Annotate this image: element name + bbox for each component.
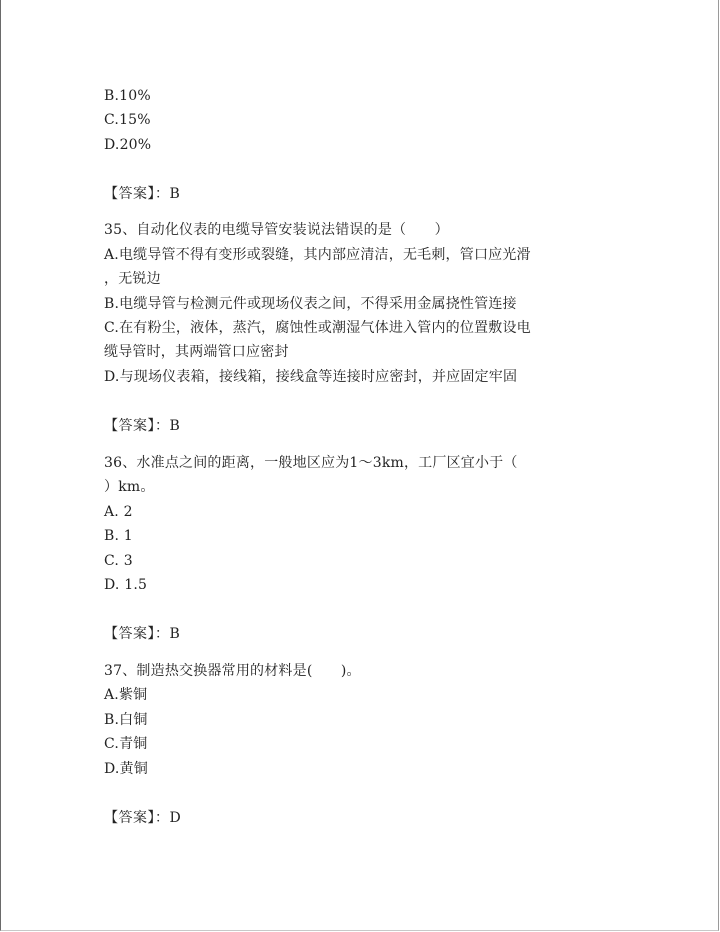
q37-answer xyxy=(104,808,181,828)
q36-option-c: C. 3 xyxy=(104,553,133,569)
answer-separator: ： xyxy=(155,418,170,434)
answer-label: 【答案】 xyxy=(104,626,155,642)
q34-option-d: D.20% xyxy=(104,137,152,153)
q36-stem-cont: ）km。 xyxy=(104,479,155,495)
q37-option-c: C.青铜 xyxy=(104,736,148,752)
answer-value: B xyxy=(169,626,181,642)
q36-option-b: B. 1 xyxy=(104,528,133,544)
answer-value: B xyxy=(169,186,181,202)
q37-option-b: B.白铜 xyxy=(104,712,148,728)
answer-separator: ： xyxy=(155,810,170,826)
q35-option-a-cont: ，无锐边 xyxy=(104,271,161,287)
q36-stem: 36、水准点之间的距离，一般地区应为1～3km，工厂区宜小于（ xyxy=(104,455,518,471)
answer-separator: ： xyxy=(155,186,170,202)
answer-label: 【答案】 xyxy=(104,186,155,202)
q35-option-a: A.电缆导管不得有变形或裂缝，其内部应清洁，无毛刺，管口应光滑 xyxy=(104,247,531,263)
q36-answer xyxy=(104,624,180,644)
q36-option-d: D. 1.5 xyxy=(104,577,148,593)
q34-option-c: C.15% xyxy=(104,112,151,128)
answer-value: D xyxy=(169,810,182,826)
q37-stem: 37、制造热交换器常用的材料是( )。 xyxy=(104,663,361,679)
answer-label: 【答案】 xyxy=(104,418,155,434)
answer-value: B xyxy=(169,418,181,434)
q36-option-a: A. 2 xyxy=(104,504,133,520)
q35-option-c: C.在有粉尘，液体，蒸汽，腐蚀性或潮湿气体进入管内的位置敷设电 xyxy=(104,320,531,336)
q35-answer xyxy=(104,416,180,436)
answer-label: 【答案】 xyxy=(104,810,155,826)
q37-option-a: A.紫铜 xyxy=(104,687,148,703)
q37-option-d: D.黄铜 xyxy=(104,761,148,777)
answer-separator: ： xyxy=(155,626,170,642)
q34-option-b: B.10% xyxy=(104,88,151,104)
q34-answer xyxy=(104,184,180,204)
q35-stem: 35、自动化仪表的电缆导管安装说法错误的是（ ） xyxy=(104,222,449,238)
q35-option-b: B.电缆导管与检测元件或现场仪表之间，不得采用金属挠性管连接 xyxy=(104,296,517,312)
q35-option-d: D.与现场仪表箱，接线箱，接线盒等连接时应密封，并应固定牢固 xyxy=(104,369,518,385)
q35-option-c-cont: 缆导管时，其两端管口应密封 xyxy=(104,344,289,360)
